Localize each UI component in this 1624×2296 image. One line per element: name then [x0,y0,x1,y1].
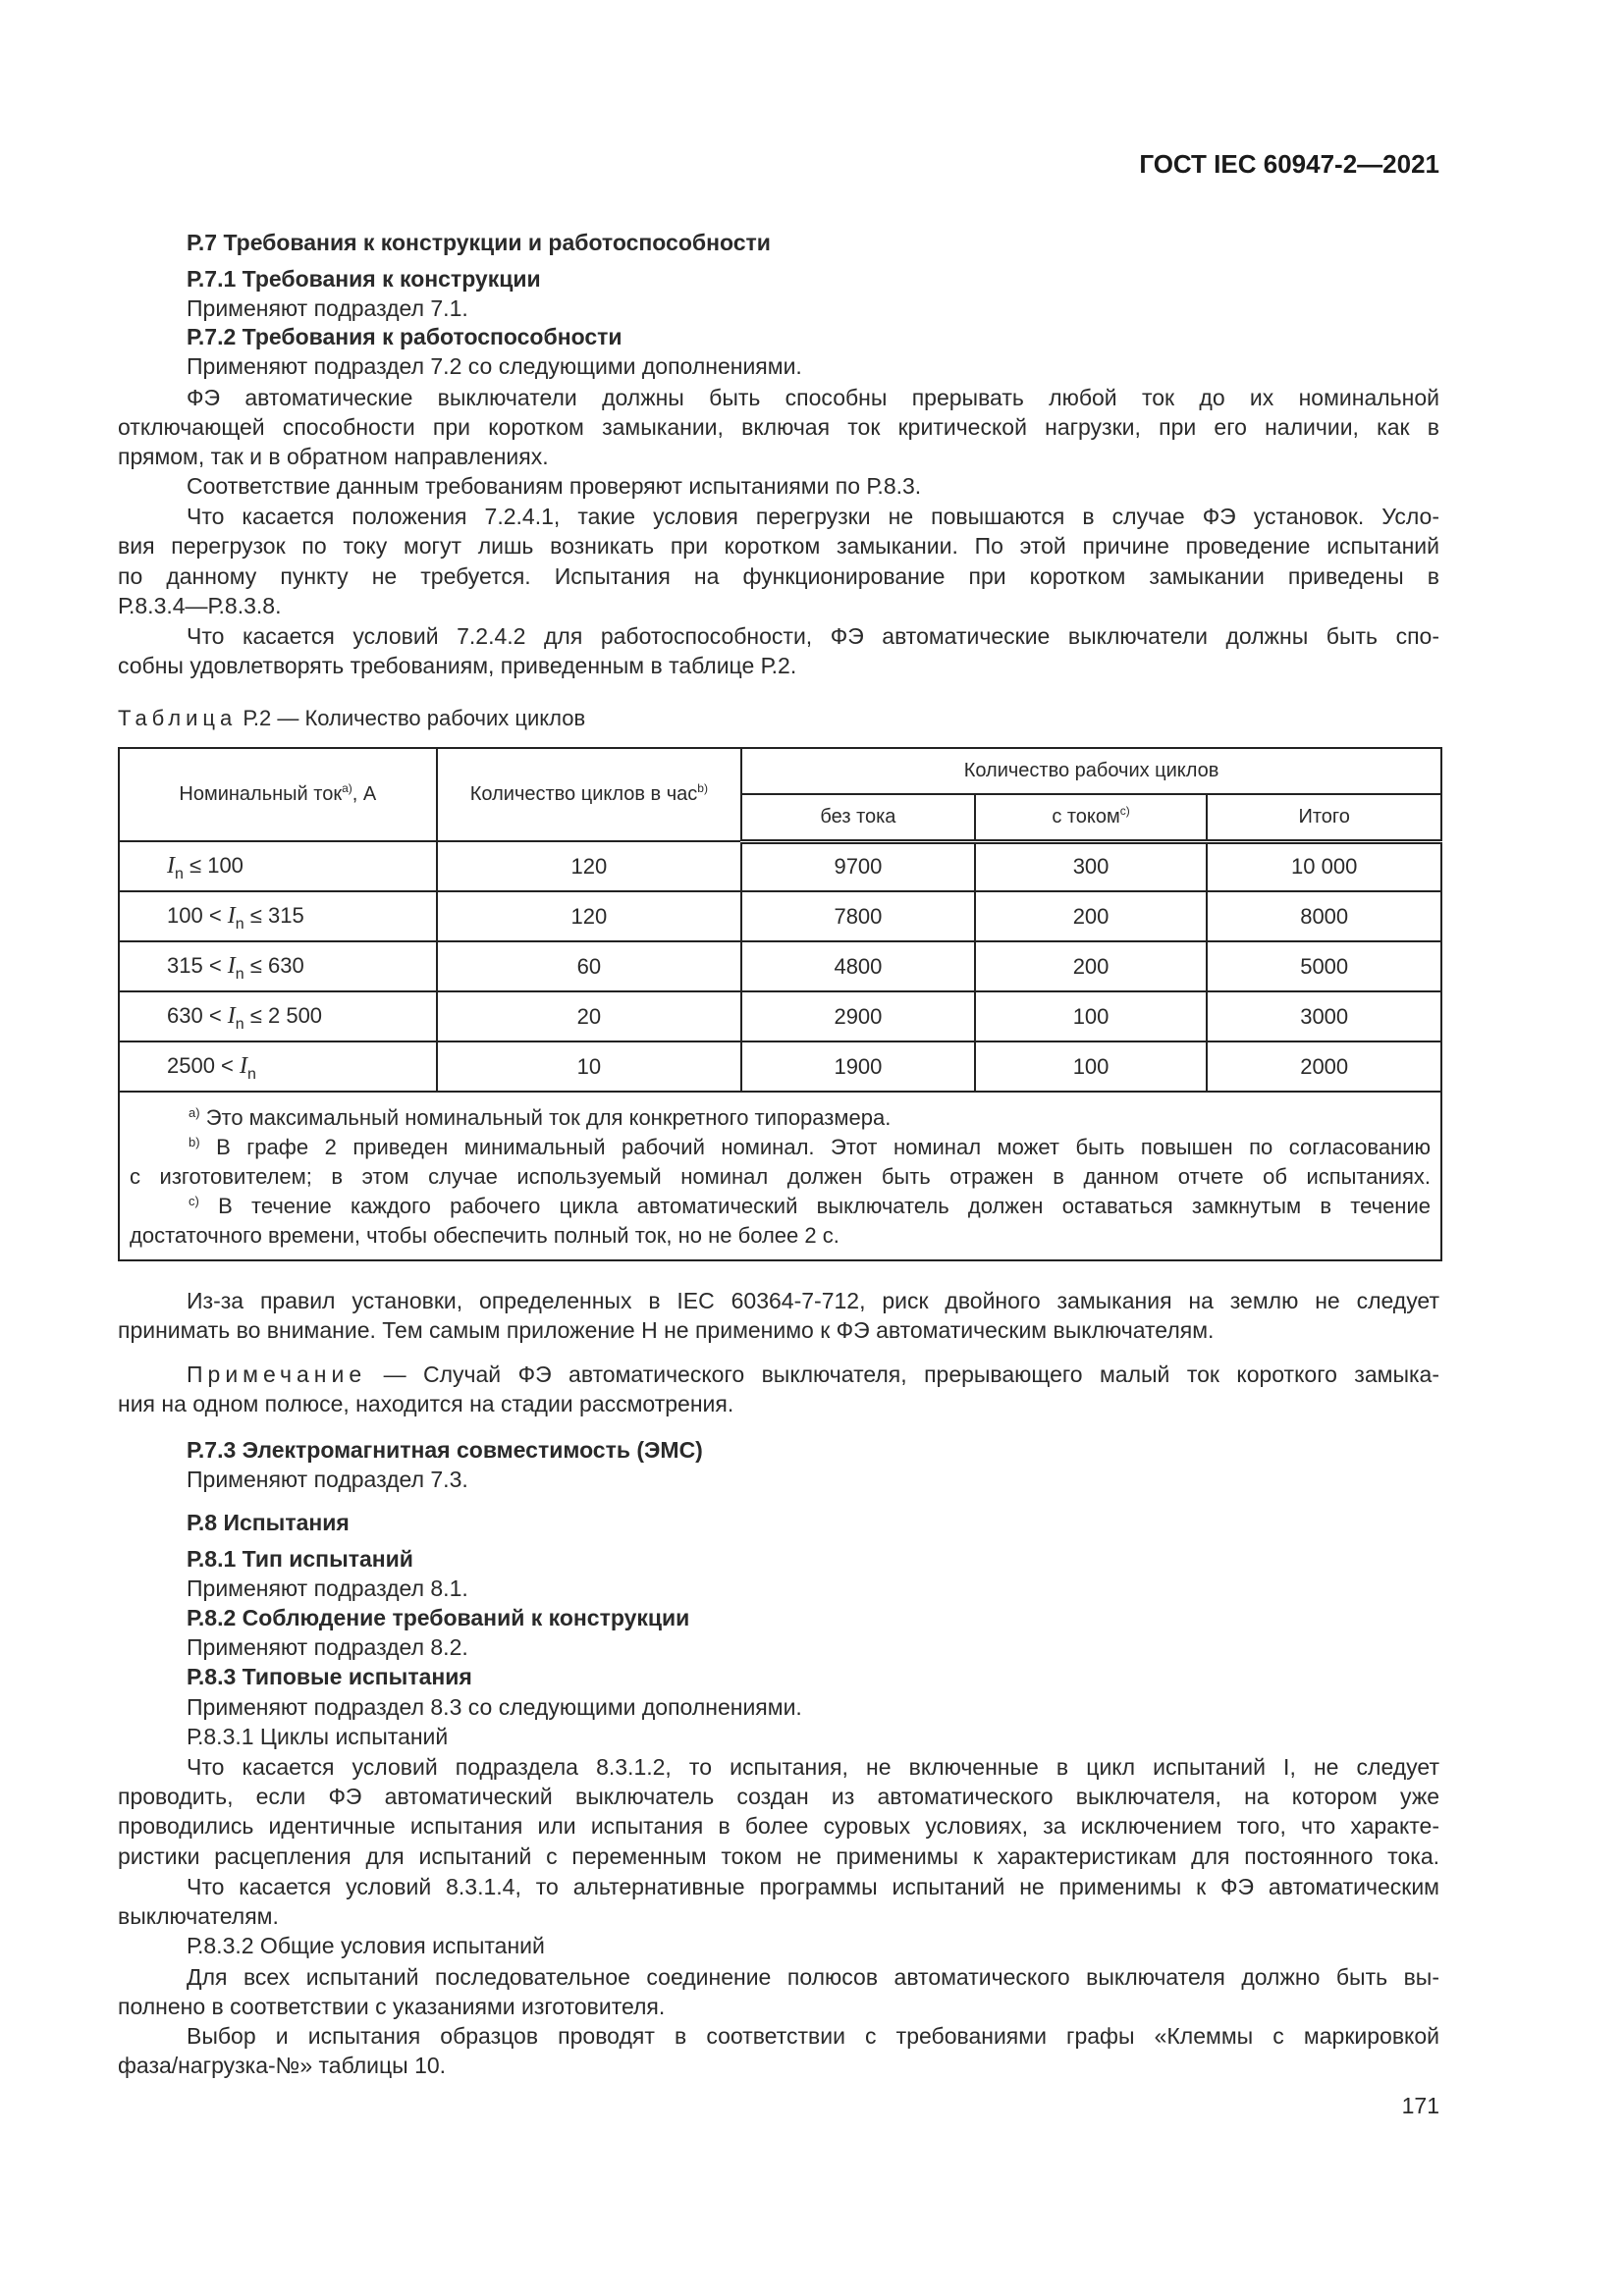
paragraph: Применяют подраздел 8.1. [187,1575,468,1601]
col-header-with-current: с током$^{c)}$ [975,794,1208,841]
paragraph-line: полнено в соответствии с указаниями изготовителя. [118,1994,666,2019]
paragraph-line: Выбор и испытания образцов проводят в соответствии с требованиями графы «Клеммы с маркировкой [187,2023,1439,2049]
table-caption [118,704,1439,733]
table-row [119,891,1441,941]
paragraph-line: Что касается условий 8.3.1.4, то альтернативные программы испытаний не применимы к ФЭ автоматическим [187,1874,1439,1899]
paragraph-line: фаза/нагрузка-№» таблицы 10. [118,2053,447,2078]
paragraph-line: отключающей способности при коротком замыкании, включая ток критической нагрузки, при его наличии, как в [118,414,1439,440]
cell: 9700 [741,841,975,891]
subsection-heading: Р.7.3 Электромагнитная совместимость (ЭМС) [187,1437,703,1463]
paragraph: Применяют подраздел 7.1. [187,295,468,321]
paragraph: Соответствие данным требованиям проверяют испытаниями по Р.8.3. [187,473,922,499]
cell: 10 000 [1207,841,1441,891]
cell: 7800 [741,891,975,941]
paragraph-line: Р.8.3.4—Р.8.3.8. [118,593,282,618]
paragraph: Применяют подраздел 8.2. [187,1634,468,1660]
col-header-no-current: без тока [741,794,975,841]
paragraph-line: ФЭ автоматические выключатели должны быть способны прерывать любой ток до их номинальной [187,385,1439,410]
work-cycles-table [118,747,1442,1261]
footnote-c-cont: достаточного времени, чтобы обеспечить полный ток, но не более 2 с. [130,1223,839,1248]
table-row [119,991,1441,1041]
clause-heading: Р.8.3.2 Общие условия испытаний [187,1933,545,1958]
rated-current-cell: $630 < I_n \le 2$ 500 [119,991,437,1041]
cell: 200 [975,941,1208,991]
rated-current-cell: $315 < I_n \le 630$ [119,941,437,991]
cell: 8000 [1207,891,1441,941]
cell: 300 [975,841,1208,891]
note-line: ния на одном полюсе, находится на стадии рассмотрения. [118,1391,734,1416]
subsection-heading: Р.7.1 Требования к конструкции [187,266,541,292]
cell: 200 [975,891,1208,941]
paragraph-line: проводились идентичные испытания или испытания в более суровых условиях, за исключением того, что характе- [118,1813,1439,1839]
footnote-c: $^{c)}$ В течение каждого рабочего цикла автоматический выключатель должен оставаться замкнутым в течение [189,1194,1431,1218]
table-row [119,1041,1441,1092]
subsection-heading: Р.8.2 Соблюдение требований к конструкции [187,1605,690,1630]
cell: 100 [975,991,1208,1041]
page-number: 171 [1401,2093,1439,2118]
paragraph-line: Что касается условий подраздела 8.3.1.2, то испытания, не включенные в цикл испытаний I, не следует [187,1754,1439,1780]
paragraph-line: ристики расцепления для испытаний с переменным током не применимы к характеристикам для постоянного тока. [118,1843,1439,1869]
paragraph: Применяют подраздел 8.3 со следующими дополнениями. [187,1694,802,1720]
cell: 120 [437,841,742,891]
caption-text: Р.2 — Количество рабочих циклов [243,706,586,730]
paragraph-line: вия перегрузок по току могут лишь возникать при коротком замыкании. По этой причине проведение испытаний [118,533,1439,559]
paragraph-line: Что касается положения 7.2.4.1, такие условия перегрузки не повышаются в случае ФЭ установок. Усло- [187,504,1439,529]
subsection-heading: Р.7.2 Требования к работоспособности [187,324,623,349]
rated-current-cell: $I_n \le 100$ [119,841,437,891]
paragraph-line: выключателям. [118,1903,279,1929]
cell: 120 [437,891,742,941]
caption-label: Таблица [118,706,238,730]
cell: 5000 [1207,941,1441,991]
cell: 3000 [1207,991,1441,1041]
cell: 10 [437,1041,742,1092]
footnote-b: $^{b)}$ В графе 2 приведен минимальный рабочий номинал. Этот номинал может быть повышен по согласованию [189,1135,1431,1159]
section-heading: Р.7 Требования к конструкции и работоспособности [187,230,771,255]
cell: 4800 [741,941,975,991]
paragraph-line: Для всех испытаний последовательное соединение полюсов автоматического выключателя должно быть вы- [187,1964,1439,1990]
col-group-header: Количество рабочих циклов [741,748,1441,794]
section-heading: Р.8 Испытания [187,1510,350,1535]
cell: 60 [437,941,742,991]
paragraph-line: проводить, если ФЭ автоматический выключатель создан из автоматического выключателя, на котором уже [118,1784,1439,1809]
cell: 2000 [1207,1041,1441,1092]
cell: 20 [437,991,742,1041]
subsection-heading: Р.8.3 Типовые испытания [187,1664,472,1689]
paragraph-line: принимать во внимание. Тем самым приложение Н не применимо к ФЭ автоматическим выключателям. [118,1317,1215,1343]
col-header-cycles-per-hour: Количество циклов в час$^{b)}$ [437,748,742,841]
footnote-a: $^{a)}$ Это максимальный номинальный ток для конкретного типоразмера. [189,1105,892,1130]
paragraph-line: Что касается условий 7.2.4.2 для работоспособности, ФЭ автоматические выключатели должны быть спо- [187,623,1439,649]
footnote-b-cont: с изготовителем; в этом случае используемый номинал должен быть отражен в данном отчете об испытаниях. [130,1164,1431,1189]
paragraph: Применяют подраздел 7.3. [187,1467,468,1492]
col-header-rated-current: Номинальный ток$^{a)}$, А [119,748,437,841]
table-row [119,941,1441,991]
clause-heading: Р.8.3.1 Циклы испытаний [187,1724,449,1749]
rated-current-cell: $2500 < I_n$ [119,1041,437,1092]
document-id-header: ГОСТ IEC 60947-2—2021 [1139,149,1439,179]
note-line: Примечание — Случай ФЭ автоматического выключателя, прерывающего малый ток короткого замыка- [187,1362,1440,1387]
paragraph-line: собны удовлетворять требованиям, приведенным в таблице Р.2. [118,653,797,678]
cell: 2900 [741,991,975,1041]
paragraph-line: прямом, так и в обратном направлениях. [118,444,549,469]
paragraph-line: Из-за правил установки, определенных в IEC 60364-7-712, риск двойного замыкания на землю не следует [187,1288,1439,1313]
cell: 100 [975,1041,1208,1092]
table-footnotes [119,1092,1441,1260]
table-row [119,841,1441,891]
paragraph-line: по данному пункту не требуется. Испытания на функционирование при коротком замыкании приведены в [118,563,1439,589]
cell: 1900 [741,1041,975,1092]
col-header-total: Итого [1207,794,1441,841]
paragraph: Применяют подраздел 7.2 со следующими дополнениями. [187,353,802,379]
subsection-heading: Р.8.1 Тип испытаний [187,1546,413,1572]
rated-current-cell: $100 < I_n \le 315$ [119,891,437,941]
